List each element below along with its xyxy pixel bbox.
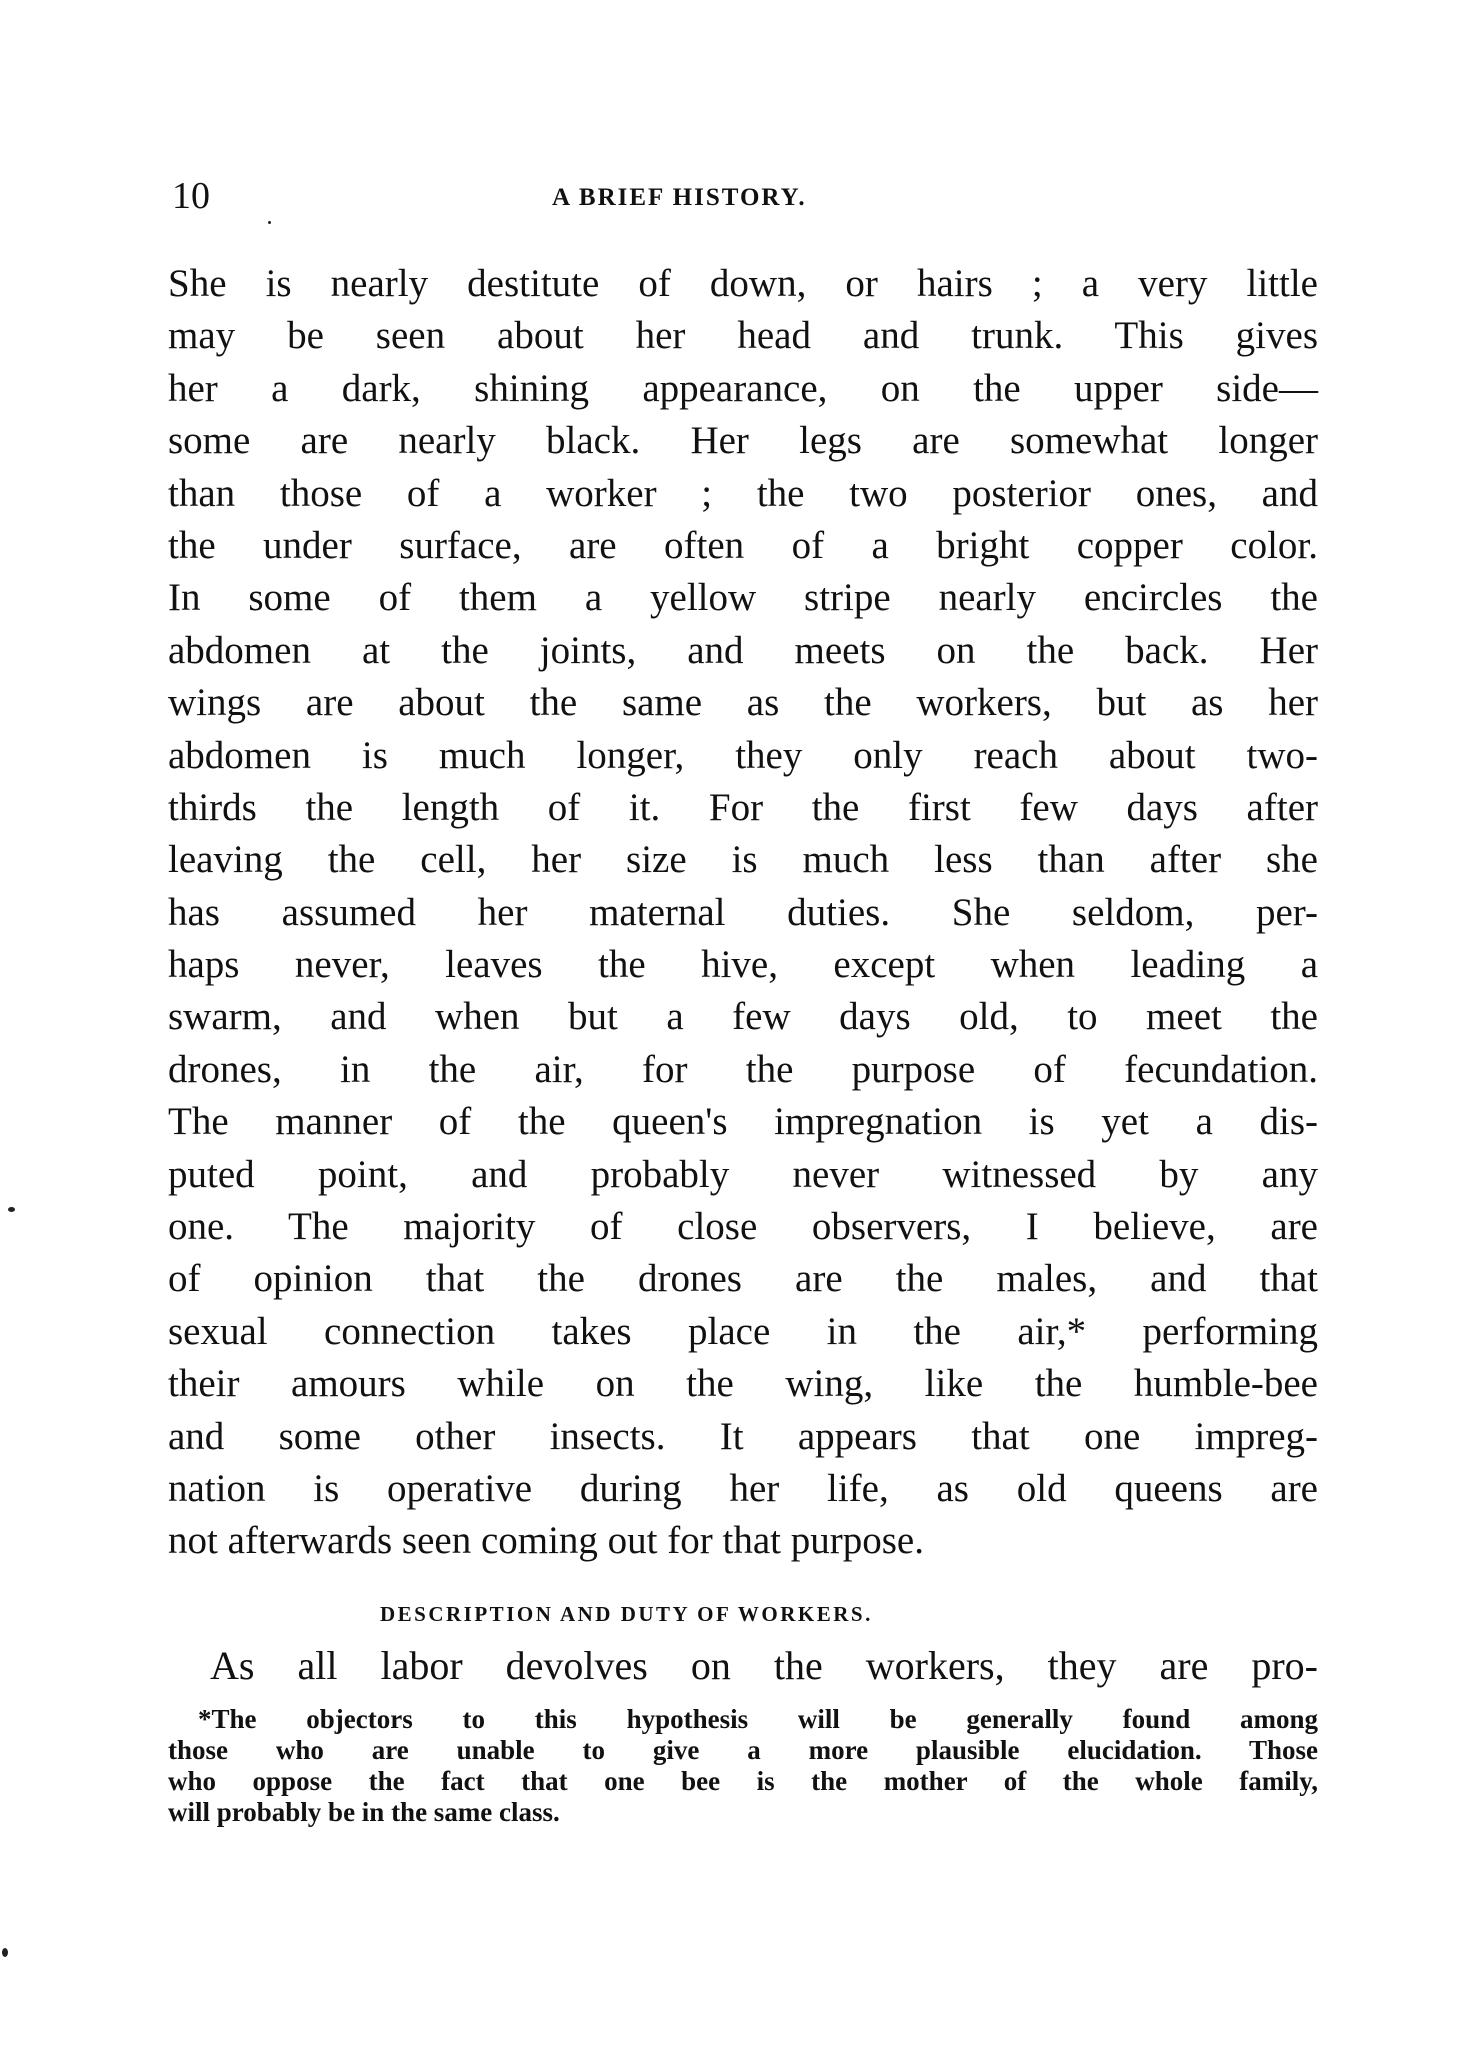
text-line: than those of a worker ; the two posterior ones, and bbox=[168, 471, 1318, 515]
scan-speck bbox=[268, 221, 271, 224]
text-line: has assumed her maternal duties. She seldom, per- bbox=[168, 890, 1318, 934]
text-line: swarm, and when but a few days old, to meet the bbox=[168, 995, 1318, 1039]
section-first-line: As all labor devolves on the workers, they are pro- bbox=[210, 1643, 1318, 1688]
text-line: sexual connection takes place in the air,* performing bbox=[168, 1309, 1318, 1353]
footnote-line: those who are unable to give a more plausible elucidation. Those bbox=[168, 1735, 1318, 1765]
text-line: their amours while on the wing, like the humble-bee bbox=[168, 1362, 1318, 1406]
text-line: abdomen at the joints, and meets on the back. Her bbox=[168, 628, 1318, 672]
text-line: may be seen about her head and trunk. This gives bbox=[168, 314, 1318, 358]
text-line: wings are about the same as the workers, but as her bbox=[168, 681, 1318, 725]
text-line: not afterwards seen coming out for that purpose. bbox=[168, 1519, 924, 1563]
running-title: A BRIEF HISTORY. bbox=[552, 184, 807, 211]
text-line: one. The majority of close observers, I believe, are bbox=[168, 1205, 1318, 1249]
text-line: thirds the length of it. For the first few days after bbox=[168, 785, 1318, 829]
text-line: puted point, and probably never witnessed by any bbox=[168, 1152, 1318, 1196]
scan-speck bbox=[8, 1207, 15, 1212]
text-line: some are nearly black. Her legs are somewhat longer bbox=[168, 419, 1318, 463]
footnote-line: *The objectors to this hypothesis will be generally found among bbox=[198, 1704, 1318, 1734]
text-line: nation is operative during her life, as old queens are bbox=[168, 1466, 1318, 1510]
footnote-line: who oppose the fact that one bee is the mother of the whole family, bbox=[168, 1766, 1318, 1796]
text-line: leaving the cell, her size is much less than after she bbox=[168, 838, 1318, 882]
text-line: drones, in the air, for the purpose of fecundation. bbox=[168, 1047, 1318, 1091]
text-line: The manner of the queen's impregnation is yet a dis- bbox=[168, 1100, 1318, 1144]
scan-speck bbox=[2, 1948, 8, 1957]
text-line: abdomen is much longer, they only reach about two- bbox=[168, 733, 1318, 777]
body-paragraph bbox=[168, 258, 1318, 1568]
text-line: of opinion that the drones are the males, and that bbox=[168, 1257, 1318, 1301]
text-line: haps never, leaves the hive, except when leading a bbox=[168, 943, 1318, 987]
page-number: 10 bbox=[172, 175, 210, 217]
footnote-line: will probably be in the same class. bbox=[168, 1797, 560, 1827]
text-line: She is nearly destitute of down, or hairs ; a very little bbox=[168, 262, 1318, 305]
running-head bbox=[172, 172, 1317, 220]
text-line: her a dark, shining appearance, on the upper side— bbox=[168, 366, 1318, 410]
text-line: the under surface, are often of a bright copper color. bbox=[168, 523, 1318, 567]
footnote bbox=[168, 1704, 1318, 1828]
text-line: and some other insects. It appears that one impreg- bbox=[168, 1414, 1318, 1458]
text-line: In some of them a yellow stripe nearly encircles the bbox=[168, 576, 1318, 620]
section-heading: DESCRIPTION AND DUTY OF WORKERS. bbox=[380, 1602, 873, 1626]
